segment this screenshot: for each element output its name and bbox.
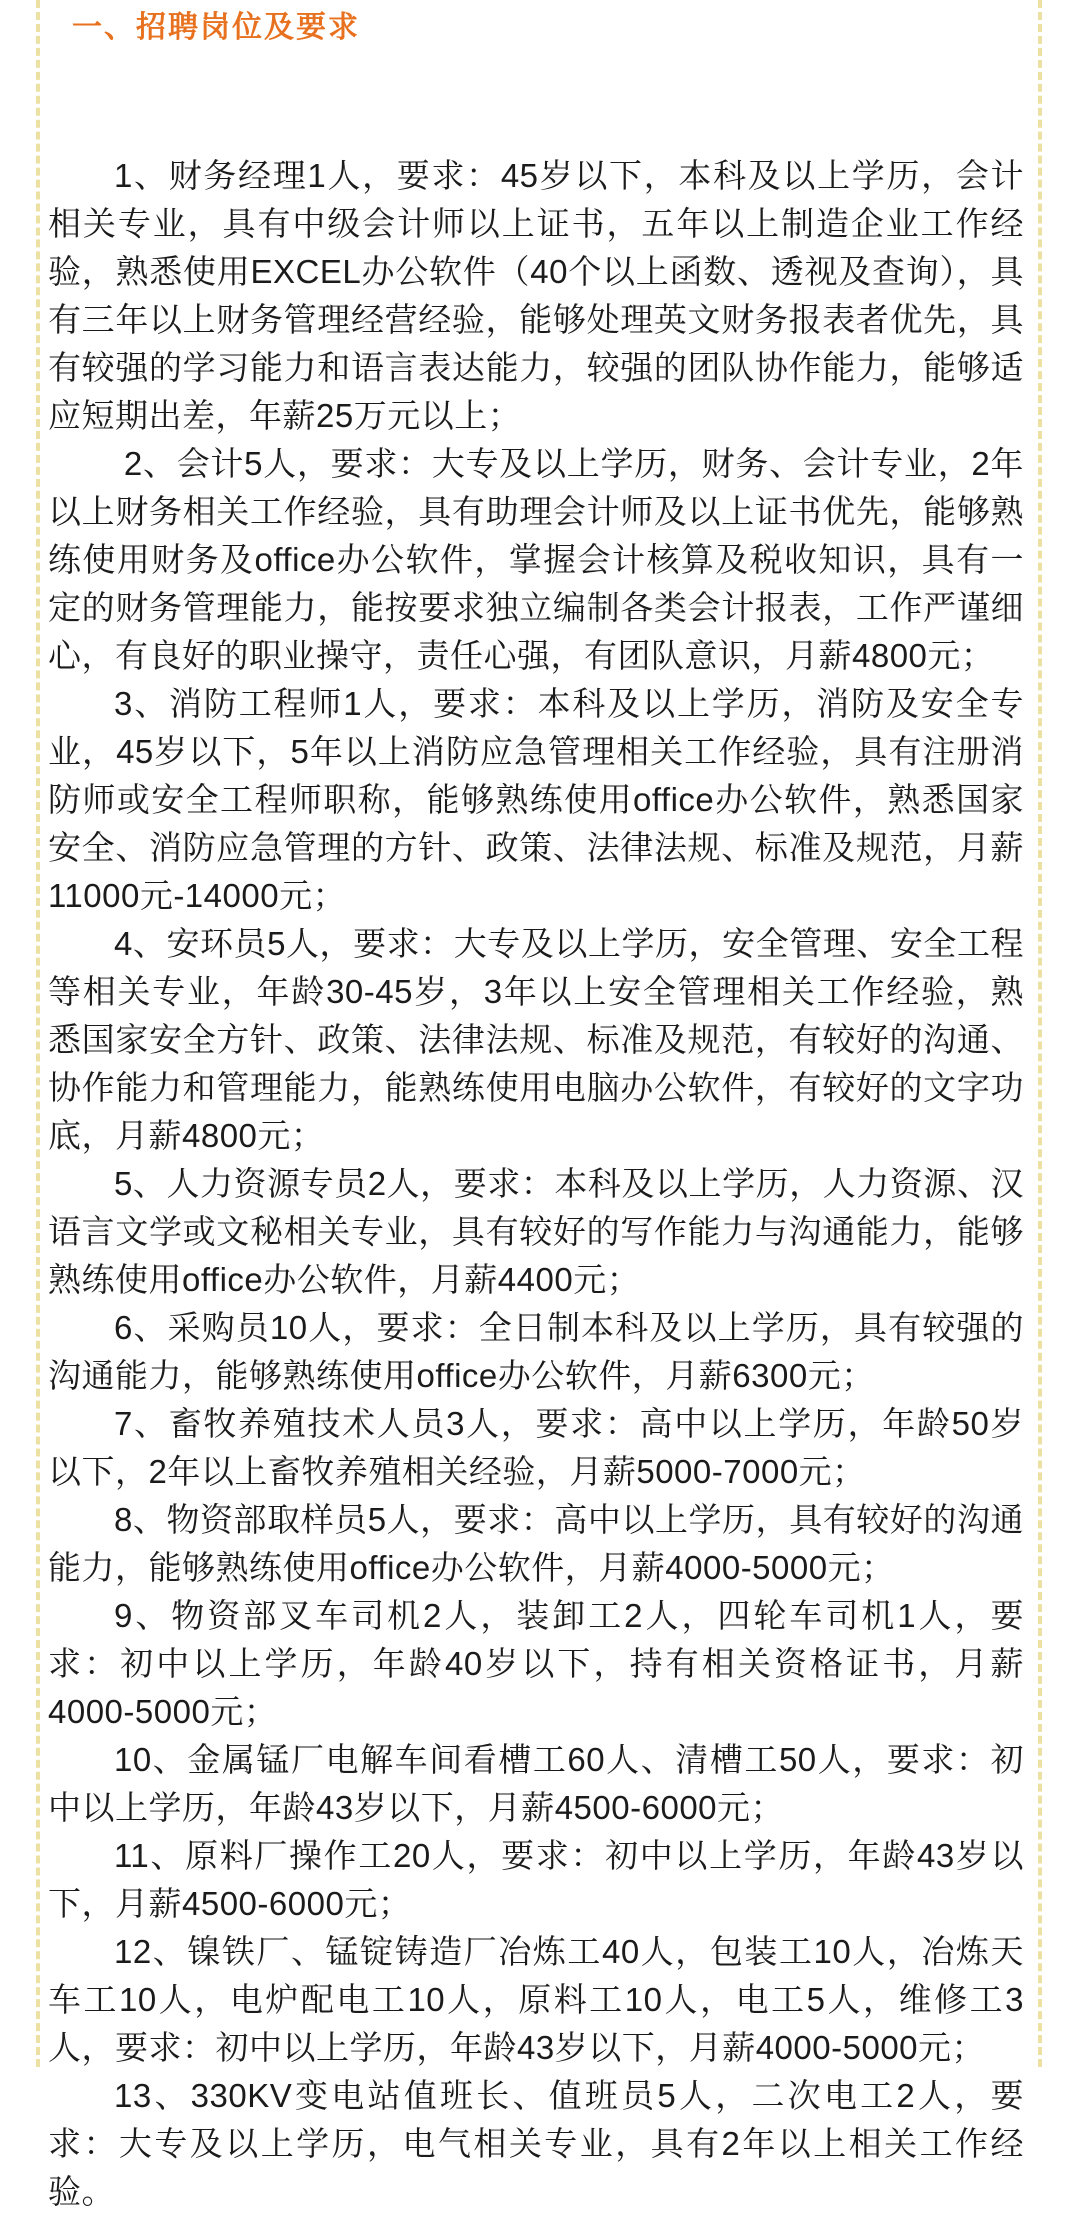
job-paragraph: 8、物资部取样员5人，要求：高中以上学历，具有较好的沟通能力，能够熟练使用office办公软件，月薪4000-5000元；: [48, 1501, 1024, 1586]
job-paragraph: 12、镍铁厂、锰锭铸造厂冶炼工40人，包装工10人，冶炼天车工10人，电炉配电工10人，原料工10人，电工5人，维修工3人，要求：初中以上学历，年龄43岁以下，月薪4000-5000元；: [48, 1933, 1024, 2066]
job-paragraph: 3、消防工程师1人，要求：本科及以上学历，消防及安全专业，45岁以下，5年以上消防应急管理相关工作经验，具有注册消防师或安全工程师职称，能够熟练使用office办公软件，熟悉国家安全、消防应急管理的方针、政策、法律法规、标准及规范，月薪11000元-14000元；: [48, 685, 1024, 914]
job-paragraph: 10、金属锰厂电解车间看槽工60人、清槽工50人，要求：初中以上学历，年龄43岁以下，月薪4500-6000元；: [48, 1741, 1024, 1826]
article-body: [48, 8, 1024, 2216]
job-list: [48, 152, 1024, 2216]
left-dashed-border: [36, 0, 40, 2067]
job-paragraph: 5、人力资源专员2人，要求：本科及以上学历，人力资源、汉语言文学或文秘相关专业，具有较好的写作能力与沟通能力，能够熟练使用office办公软件，月薪4400元；: [48, 1165, 1024, 1298]
job-paragraph: 2、会计5人，要求：大专及以上学历，财务、会计专业，2年以上财务相关工作经验，具有助理会计师及以上证书优先，能够熟练使用财务及office办公软件，掌握会计核算及税收知识，具有一定的财务管理能力，能按要求独立编制各类会计报表，工作严谨细心，有良好的职业操守，责任心强，有团队意识，月薪4800元；: [48, 445, 1025, 674]
job-paragraph: 7、畜牧养殖技术人员3人，要求：高中以上学历，年龄50岁以下，2年以上畜牧养殖相关经验，月薪5000-7000元；: [48, 1405, 1024, 1490]
right-dashed-border: [1038, 0, 1042, 2067]
job-paragraph: 1、财务经理1人，要求：45岁以下，本科及以上学历，会计相关专业，具有中级会计师以上证书，五年以上制造企业工作经验，熟悉使用EXCEL办公软件（40个以上函数、透视及查询），具有三年以上财务管理经营经验，能够处理英文财务报表者优先，具有较强的学习能力和语言表达能力，较强的团队协作能力，能够适应短期出差，年薪25万元以上；: [48, 157, 1024, 434]
job-paragraph: 11、原料厂操作工20人，要求：初中以上学历，年龄43岁以下，月薪4500-6000元；: [48, 1837, 1024, 1922]
job-paragraph: 13、330KV变电站值班长、值班员5人，二次电工2人，要求：大专及以上学历，电气相关专业，具有2年以上相关工作经验。: [48, 2077, 1024, 2210]
job-paragraph: 6、采购员10人，要求：全日制本科及以上学历，具有较强的沟通能力，能够熟练使用office办公软件，月薪6300元；: [48, 1309, 1024, 1394]
job-paragraph: 4、安环员5人，要求：大专及以上学历，安全管理、安全工程等相关专业，年龄30-45岁，3年以上安全管理相关工作经验，熟悉国家安全方针、政策、法律法规、标准及规范，有较好的沟通、协作能力和管理能力，能熟练使用电脑办公软件，有较好的文字功底，月薪4800元；: [48, 925, 1024, 1154]
section-title: 一、招聘岗位及要求: [72, 11, 360, 44]
job-paragraph: 9、物资部叉车司机2人，装卸工2人，四轮车司机1人，要求：初中以上学历，年龄40岁以下，持有相关资格证书，月薪4000-5000元；: [48, 1597, 1024, 1730]
